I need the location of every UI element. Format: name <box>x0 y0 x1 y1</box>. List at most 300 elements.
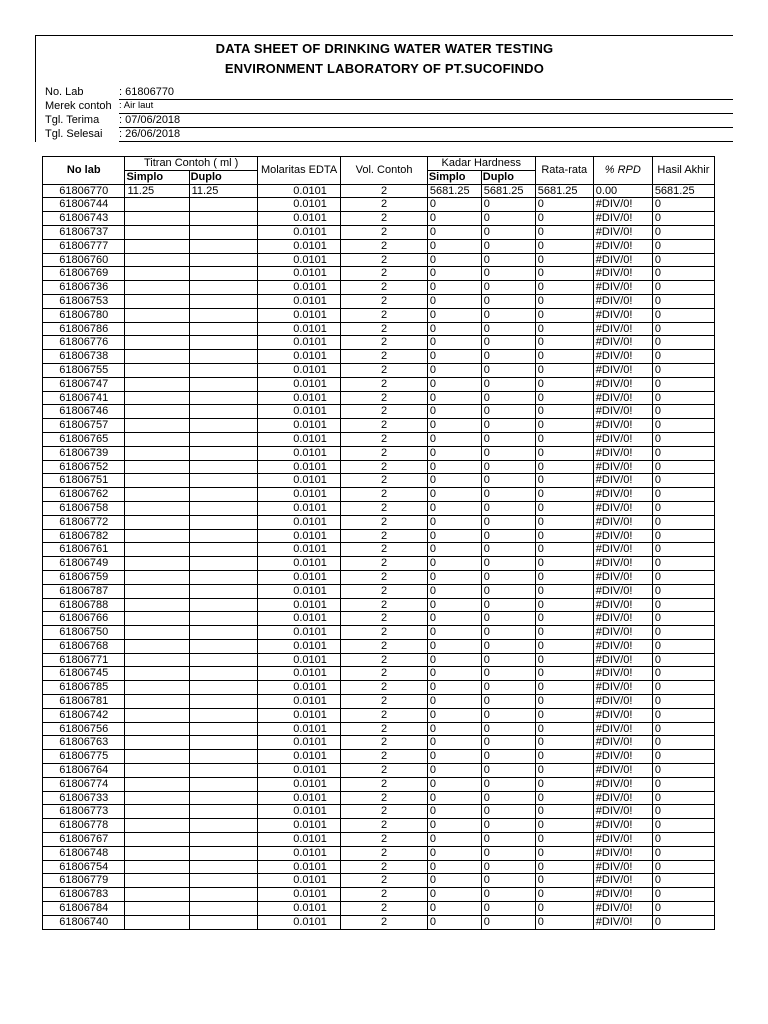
cell-id: 61806775 <box>43 750 125 764</box>
cell-vol: 2 <box>341 805 428 819</box>
cell-kadar-simplo: 0 <box>427 667 481 681</box>
cell-duplo <box>189 777 257 791</box>
cell-simplo <box>125 225 189 239</box>
cell-vol: 2 <box>341 708 428 722</box>
cell-kadar-duplo: 0 <box>481 764 535 778</box>
table-row <box>43 805 715 819</box>
cell-simplo <box>125 432 189 446</box>
cell-hasil: 0 <box>652 543 714 557</box>
cell-kadar-simplo: 0 <box>427 460 481 474</box>
table-row <box>43 391 715 405</box>
cell-vol: 2 <box>341 653 428 667</box>
cell-rata: 0 <box>535 915 593 929</box>
cell-molaritas: 0.0101 <box>257 294 340 308</box>
table-row <box>43 198 715 212</box>
cell-duplo <box>189 846 257 860</box>
table-row <box>43 791 715 805</box>
cell-duplo <box>189 267 257 281</box>
cell-hasil: 0 <box>652 888 714 902</box>
cell-molaritas: 0.0101 <box>257 488 340 502</box>
cell-molaritas: 0.0101 <box>257 377 340 391</box>
table-row <box>43 708 715 722</box>
cell-molaritas: 0.0101 <box>257 736 340 750</box>
cell-hasil: 0 <box>652 653 714 667</box>
tgl-terima-value: : 07/06/2018 <box>119 114 181 126</box>
cell-vol: 2 <box>341 212 428 226</box>
cell-rpd: #DIV/0! <box>593 543 652 557</box>
cell-rpd: #DIV/0! <box>593 695 652 709</box>
cell-vol: 2 <box>341 350 428 364</box>
cell-kadar-simplo: 0 <box>427 598 481 612</box>
cell-vol: 2 <box>341 819 428 833</box>
cell-rata: 0 <box>535 391 593 405</box>
cell-kadar-duplo: 0 <box>481 612 535 626</box>
table-row <box>43 501 715 515</box>
cell-hasil: 0 <box>652 281 714 295</box>
cell-vol: 2 <box>341 557 428 571</box>
cell-simplo <box>125 833 189 847</box>
cell-id: 61806764 <box>43 764 125 778</box>
cell-hasil: 0 <box>652 377 714 391</box>
cell-rata: 0 <box>535 888 593 902</box>
cell-rpd: #DIV/0! <box>593 764 652 778</box>
cell-molaritas: 0.0101 <box>257 515 340 529</box>
cell-rpd: #DIV/0! <box>593 198 652 212</box>
cell-molaritas: 0.0101 <box>257 764 340 778</box>
cell-kadar-simplo: 0 <box>427 846 481 860</box>
cell-rata: 0 <box>535 294 593 308</box>
cell-duplo <box>189 363 257 377</box>
cell-duplo <box>189 281 257 295</box>
cell-duplo <box>189 253 257 267</box>
cell-id: 61806761 <box>43 543 125 557</box>
cell-kadar-duplo: 0 <box>481 225 535 239</box>
cell-rata: 0 <box>535 791 593 805</box>
cell-duplo <box>189 915 257 929</box>
cell-duplo <box>189 626 257 640</box>
cell-rata: 0 <box>535 805 593 819</box>
cell-kadar-simplo: 0 <box>427 750 481 764</box>
cell-rata: 0 <box>535 488 593 502</box>
cell-kadar-duplo: 0 <box>481 639 535 653</box>
cell-molaritas: 0.0101 <box>257 584 340 598</box>
cell-molaritas: 0.0101 <box>257 902 340 916</box>
cell-rata: 0 <box>535 612 593 626</box>
cell-simplo <box>125 819 189 833</box>
col-titran-duplo: Duplo <box>189 170 257 184</box>
cell-duplo <box>189 833 257 847</box>
cell-rpd: #DIV/0! <box>593 819 652 833</box>
cell-duplo <box>189 239 257 253</box>
cell-id: 61806739 <box>43 446 125 460</box>
cell-id: 61806758 <box>43 501 125 515</box>
cell-vol: 2 <box>341 667 428 681</box>
table-row <box>43 888 715 902</box>
table-row <box>43 419 715 433</box>
cell-molaritas: 0.0101 <box>257 681 340 695</box>
cell-rpd: #DIV/0! <box>593 253 652 267</box>
cell-kadar-duplo: 0 <box>481 460 535 474</box>
cell-hasil: 0 <box>652 294 714 308</box>
cell-kadar-duplo: 0 <box>481 377 535 391</box>
meta-row-tgl-terima <box>36 113 733 127</box>
cell-kadar-duplo: 0 <box>481 874 535 888</box>
cell-rata: 0 <box>535 350 593 364</box>
cell-simplo <box>125 791 189 805</box>
cell-kadar-duplo: 0 <box>481 626 535 640</box>
cell-molaritas: 0.0101 <box>257 239 340 253</box>
cell-simplo <box>125 488 189 502</box>
cell-molaritas: 0.0101 <box>257 363 340 377</box>
cell-molaritas: 0.0101 <box>257 833 340 847</box>
cell-duplo <box>189 529 257 543</box>
cell-rpd: #DIV/0! <box>593 515 652 529</box>
cell-rpd: #DIV/0! <box>593 267 652 281</box>
cell-hasil: 0 <box>652 253 714 267</box>
table-row <box>43 363 715 377</box>
cell-kadar-duplo: 0 <box>481 915 535 929</box>
cell-id: 61806767 <box>43 833 125 847</box>
cell-rpd: #DIV/0! <box>593 460 652 474</box>
cell-molaritas: 0.0101 <box>257 212 340 226</box>
cell-vol: 2 <box>341 736 428 750</box>
cell-kadar-duplo: 0 <box>481 501 535 515</box>
cell-rpd: #DIV/0! <box>593 736 652 750</box>
merek-label: Merek contoh <box>45 100 112 112</box>
cell-rata: 0 <box>535 267 593 281</box>
cell-duplo <box>189 667 257 681</box>
cell-id: 61806772 <box>43 515 125 529</box>
cell-rata: 0 <box>535 515 593 529</box>
cell-simplo <box>125 446 189 460</box>
cell-rpd: #DIV/0! <box>593 391 652 405</box>
tgl-terima-label: Tgl. Terima <box>45 114 100 126</box>
cell-id: 61806787 <box>43 584 125 598</box>
table-row <box>43 557 715 571</box>
cell-kadar-simplo: 0 <box>427 777 481 791</box>
cell-vol: 2 <box>341 902 428 916</box>
cell-kadar-simplo: 5681.25 <box>427 184 481 198</box>
cell-kadar-duplo: 0 <box>481 708 535 722</box>
cell-rpd: #DIV/0! <box>593 405 652 419</box>
cell-molaritas: 0.0101 <box>257 419 340 433</box>
cell-hasil: 0 <box>652 819 714 833</box>
table-row <box>43 833 715 847</box>
cell-rata: 0 <box>535 474 593 488</box>
cell-kadar-duplo: 0 <box>481 363 535 377</box>
col-molaritas: Molaritas EDTA <box>257 157 340 185</box>
cell-kadar-duplo: 0 <box>481 667 535 681</box>
cell-molaritas: 0.0101 <box>257 846 340 860</box>
cell-molaritas: 0.0101 <box>257 543 340 557</box>
cell-duplo <box>189 212 257 226</box>
cell-id: 61806743 <box>43 212 125 226</box>
cell-kadar-duplo: 5681.25 <box>481 184 535 198</box>
cell-rpd: #DIV/0! <box>593 501 652 515</box>
header-row <box>43 157 715 171</box>
cell-duplo <box>189 557 257 571</box>
cell-kadar-duplo: 0 <box>481 584 535 598</box>
cell-vol: 2 <box>341 308 428 322</box>
cell-duplo <box>189 750 257 764</box>
cell-vol: 2 <box>341 750 428 764</box>
cell-kadar-simplo: 0 <box>427 377 481 391</box>
cell-id: 61806740 <box>43 915 125 929</box>
cell-id: 61806778 <box>43 819 125 833</box>
cell-id: 61806749 <box>43 557 125 571</box>
cell-kadar-duplo: 0 <box>481 557 535 571</box>
cell-hasil: 0 <box>652 695 714 709</box>
cell-duplo: 11.25 <box>189 184 257 198</box>
cell-hasil: 0 <box>652 474 714 488</box>
table-row <box>43 653 715 667</box>
cell-hasil: 0 <box>652 598 714 612</box>
cell-molaritas: 0.0101 <box>257 267 340 281</box>
cell-kadar-simplo: 0 <box>427 791 481 805</box>
cell-simplo <box>125 777 189 791</box>
table-row <box>43 681 715 695</box>
cell-kadar-duplo: 0 <box>481 791 535 805</box>
cell-hasil: 0 <box>652 363 714 377</box>
cell-kadar-simplo: 0 <box>427 543 481 557</box>
cell-vol: 2 <box>341 405 428 419</box>
cell-molaritas: 0.0101 <box>257 805 340 819</box>
table-row <box>43 322 715 336</box>
table-row <box>43 819 715 833</box>
cell-rpd: #DIV/0! <box>593 791 652 805</box>
cell-rpd: #DIV/0! <box>593 557 652 571</box>
cell-kadar-duplo: 0 <box>481 405 535 419</box>
cell-kadar-simplo: 0 <box>427 267 481 281</box>
cell-id: 61806788 <box>43 598 125 612</box>
cell-hasil: 0 <box>652 681 714 695</box>
cell-simplo <box>125 736 189 750</box>
cell-kadar-duplo: 0 <box>481 419 535 433</box>
cell-rata: 0 <box>535 460 593 474</box>
cell-kadar-simplo: 0 <box>427 336 481 350</box>
cell-hasil: 0 <box>652 198 714 212</box>
cell-molaritas: 0.0101 <box>257 391 340 405</box>
cell-simplo <box>125 501 189 515</box>
cell-vol: 2 <box>341 598 428 612</box>
cell-simplo <box>125 557 189 571</box>
cell-simplo <box>125 460 189 474</box>
cell-simplo <box>125 212 189 226</box>
cell-kadar-duplo: 0 <box>481 308 535 322</box>
table-row <box>43 736 715 750</box>
col-titran: Titran Contoh ( ml ) <box>125 157 257 171</box>
cell-duplo <box>189 377 257 391</box>
cell-duplo <box>189 791 257 805</box>
cell-rpd: 0.00 <box>593 184 652 198</box>
cell-molaritas: 0.0101 <box>257 474 340 488</box>
cell-simplo <box>125 764 189 778</box>
table-row <box>43 777 715 791</box>
cell-hasil: 0 <box>652 529 714 543</box>
table-row <box>43 432 715 446</box>
cell-simplo <box>125 750 189 764</box>
cell-id: 61806742 <box>43 708 125 722</box>
table-row <box>43 253 715 267</box>
cell-hasil: 0 <box>652 446 714 460</box>
table-row <box>43 764 715 778</box>
cell-simplo <box>125 681 189 695</box>
cell-kadar-simplo: 0 <box>427 695 481 709</box>
cell-kadar-simplo: 0 <box>427 474 481 488</box>
cell-id: 61806786 <box>43 322 125 336</box>
table-row <box>43 184 715 198</box>
divider <box>119 141 733 142</box>
cell-duplo <box>189 860 257 874</box>
cell-kadar-simplo: 0 <box>427 874 481 888</box>
cell-rata: 0 <box>535 239 593 253</box>
cell-hasil: 0 <box>652 239 714 253</box>
cell-vol: 2 <box>341 377 428 391</box>
cell-rata: 0 <box>535 281 593 295</box>
cell-vol: 2 <box>341 446 428 460</box>
cell-id: 61806776 <box>43 336 125 350</box>
cell-molaritas: 0.0101 <box>257 598 340 612</box>
cell-vol: 2 <box>341 515 428 529</box>
cell-kadar-duplo: 0 <box>481 267 535 281</box>
cell-molaritas: 0.0101 <box>257 722 340 736</box>
cell-kadar-simplo: 0 <box>427 764 481 778</box>
cell-molaritas: 0.0101 <box>257 253 340 267</box>
cell-rpd: #DIV/0! <box>593 639 652 653</box>
cell-rpd: #DIV/0! <box>593 846 652 860</box>
cell-molaritas: 0.0101 <box>257 322 340 336</box>
table-row <box>43 846 715 860</box>
cell-kadar-duplo: 0 <box>481 860 535 874</box>
cell-rata: 0 <box>535 653 593 667</box>
cell-kadar-simplo: 0 <box>427 612 481 626</box>
cell-id: 61806780 <box>43 308 125 322</box>
cell-vol: 2 <box>341 543 428 557</box>
cell-molaritas: 0.0101 <box>257 695 340 709</box>
cell-kadar-duplo: 0 <box>481 529 535 543</box>
cell-hasil: 5681.25 <box>652 184 714 198</box>
cell-kadar-duplo: 0 <box>481 736 535 750</box>
cell-rpd: #DIV/0! <box>593 681 652 695</box>
cell-vol: 2 <box>341 363 428 377</box>
cell-vol: 2 <box>341 184 428 198</box>
cell-rpd: #DIV/0! <box>593 722 652 736</box>
cell-rata: 0 <box>535 874 593 888</box>
cell-vol: 2 <box>341 695 428 709</box>
cell-duplo <box>189 515 257 529</box>
cell-rpd: #DIV/0! <box>593 777 652 791</box>
cell-molaritas: 0.0101 <box>257 874 340 888</box>
cell-vol: 2 <box>341 322 428 336</box>
cell-duplo <box>189 405 257 419</box>
cell-id: 61806755 <box>43 363 125 377</box>
cell-id: 61806753 <box>43 294 125 308</box>
cell-id: 61806785 <box>43 681 125 695</box>
cell-simplo <box>125 543 189 557</box>
cell-hasil: 0 <box>652 405 714 419</box>
cell-id: 61806768 <box>43 639 125 653</box>
cell-kadar-simplo: 0 <box>427 363 481 377</box>
table-row <box>43 667 715 681</box>
cell-rpd: #DIV/0! <box>593 653 652 667</box>
cell-hasil: 0 <box>652 308 714 322</box>
cell-hasil: 0 <box>652 432 714 446</box>
cell-duplo <box>189 294 257 308</box>
cell-rata: 0 <box>535 405 593 419</box>
cell-kadar-duplo: 0 <box>481 570 535 584</box>
cell-kadar-duplo: 0 <box>481 336 535 350</box>
cell-simplo <box>125 874 189 888</box>
cell-molaritas: 0.0101 <box>257 819 340 833</box>
cell-kadar-duplo: 0 <box>481 681 535 695</box>
cell-molaritas: 0.0101 <box>257 557 340 571</box>
cell-duplo <box>189 336 257 350</box>
cell-vol: 2 <box>341 488 428 502</box>
cell-hasil: 0 <box>652 915 714 929</box>
cell-vol: 2 <box>341 860 428 874</box>
cell-vol: 2 <box>341 833 428 847</box>
cell-hasil: 0 <box>652 419 714 433</box>
cell-duplo <box>189 819 257 833</box>
cell-duplo <box>189 308 257 322</box>
cell-rpd: #DIV/0! <box>593 377 652 391</box>
cell-kadar-duplo: 0 <box>481 446 535 460</box>
cell-rata: 0 <box>535 639 593 653</box>
cell-simplo <box>125 405 189 419</box>
cell-molaritas: 0.0101 <box>257 626 340 640</box>
cell-kadar-simplo: 0 <box>427 902 481 916</box>
cell-kadar-simplo: 0 <box>427 888 481 902</box>
cell-duplo <box>189 805 257 819</box>
cell-duplo <box>189 432 257 446</box>
col-hasil-akhir: Hasil Akhir <box>652 157 714 185</box>
cell-id: 61806781 <box>43 695 125 709</box>
cell-id: 61806750 <box>43 626 125 640</box>
cell-hasil: 0 <box>652 764 714 778</box>
cell-kadar-duplo: 0 <box>481 846 535 860</box>
cell-kadar-duplo: 0 <box>481 543 535 557</box>
cell-id: 61806760 <box>43 253 125 267</box>
cell-vol: 2 <box>341 777 428 791</box>
cell-kadar-simplo: 0 <box>427 639 481 653</box>
cell-rpd: #DIV/0! <box>593 281 652 295</box>
cell-rata: 0 <box>535 212 593 226</box>
cell-molaritas: 0.0101 <box>257 529 340 543</box>
table-row <box>43 308 715 322</box>
cell-rpd: #DIV/0! <box>593 363 652 377</box>
cell-simplo <box>125 377 189 391</box>
cell-hasil: 0 <box>652 722 714 736</box>
cell-vol: 2 <box>341 639 428 653</box>
cell-duplo <box>189 501 257 515</box>
cell-rata: 0 <box>535 501 593 515</box>
cell-simplo <box>125 708 189 722</box>
cell-id: 61806784 <box>43 902 125 916</box>
tgl-selesai-label: Tgl. Selesai <box>45 128 103 140</box>
cell-duplo <box>189 350 257 364</box>
cell-id: 61806751 <box>43 474 125 488</box>
cell-molaritas: 0.0101 <box>257 225 340 239</box>
cell-rpd: #DIV/0! <box>593 529 652 543</box>
cell-id: 61806783 <box>43 888 125 902</box>
cell-rpd: #DIV/0! <box>593 598 652 612</box>
cell-kadar-simplo: 0 <box>427 819 481 833</box>
meta-row-merek <box>36 99 733 113</box>
cell-duplo <box>189 874 257 888</box>
cell-kadar-simplo: 0 <box>427 805 481 819</box>
cell-id: 61806737 <box>43 225 125 239</box>
cell-simplo <box>125 598 189 612</box>
